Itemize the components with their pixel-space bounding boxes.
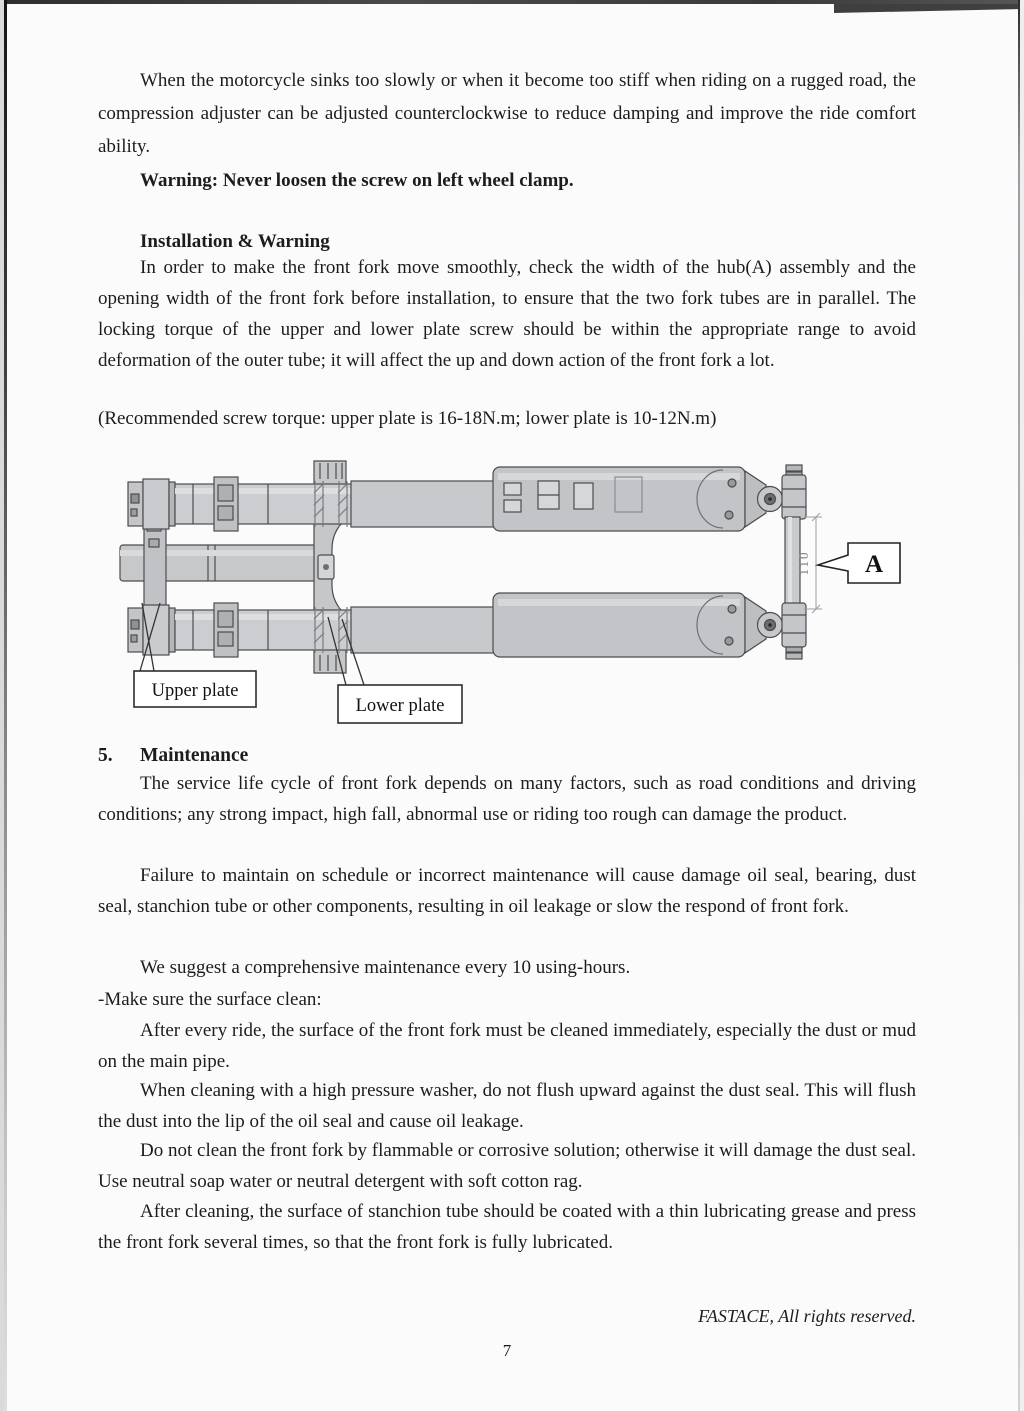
maintenance-heading: Maintenance (140, 745, 249, 766)
maintenance-paragraph: The service life cycle of front fork depends on many factors, such as road conditions and driving conditions; any strong impact, high fall, abnormal use or riding too rough can damage the product. (98, 773, 916, 825)
fork-bottom-leg (128, 593, 783, 657)
upper-plate-callout (134, 671, 256, 707)
lower-plate-callout (338, 685, 462, 723)
care-paragraph: Do not clean the front fork by flammable or corrosive solution; otherwise it will damage the dust seal. Use neutral soap water or neutral detergent with soft cotton rag. (98, 1140, 916, 1192)
scan-edge-left-line (4, 0, 7, 1411)
torque-note: (Recommended screw torque: upper plate is 16-18N.m; lower plate is 10-12N.m) (98, 408, 717, 429)
maintenance-section-number: 5. (98, 745, 113, 766)
lower-plate-label: Lower plate (355, 696, 445, 716)
maintenance-heading-row (98, 740, 248, 771)
front-fork-diagram (108, 455, 913, 740)
warning-note: Warning: Never loosen the screw on left wheel clamp. (140, 170, 574, 191)
care-paragraph: After every ride, the surface of the front fork must be cleaned immediately, especially the dust or mud on the main pipe. (98, 1020, 916, 1072)
scan-edge-top (0, 0, 1024, 4)
detail-a-callout (818, 543, 900, 583)
maintenance-paragraph: We suggest a comprehensive maintenance every 10 using-hours. (140, 957, 631, 978)
footer-rights: FASTACE, All rights reserved. (698, 1306, 916, 1326)
fork-top-leg (128, 467, 783, 531)
care-paragraph: After cleaning, the surface of stanchion tube should be coated with a thin lubricating grease and press the front fork several times, so that the front fork is fully lubricated. (98, 1201, 916, 1253)
page-number: 7 (502, 1341, 512, 1360)
intro-paragraph: When the motorcycle sinks too slowly or when it become too stiff when riding on a rugged road, the compression adjuster can be adjusted counterclockwise to reduce damping and improve the ride comfort ability. (98, 70, 916, 157)
upper-plate-label: Upper plate (151, 681, 239, 701)
scan-edge-right-line (1018, 0, 1020, 1411)
installation-paragraph: In order to make the front fork move smoothly, check the width of the hub(A) assembly and the opening width of the front fork before installation, to ensure that the two fork tubes are in parallel. The locking torque of the upper and lower plate screw should be within the appropriate range to avoid deformation of the outer tube; it will affect the up and down action of the front fork a lot. (98, 257, 916, 371)
dimension-110-label: 110 (796, 550, 811, 576)
maintenance-paragraph: Failure to maintain on schedule or incorrect maintenance will cause damage oil seal, bearing, dust seal, stanchion tube or other components, resulting in oil leakage or slow the respond of front fork. (98, 865, 916, 917)
scan-edge-right (1020, 0, 1024, 1411)
detail-a-label: A (864, 551, 884, 578)
installation-heading: Installation & Warning (140, 231, 330, 252)
care-paragraph: When cleaning with a high pressure washer, do not flush upward against the dust seal. This will flush the dust into the lip of the oil seal and cause oil leakage. (98, 1080, 916, 1132)
surface-clean-note: -Make sure the surface clean: (98, 989, 322, 1010)
